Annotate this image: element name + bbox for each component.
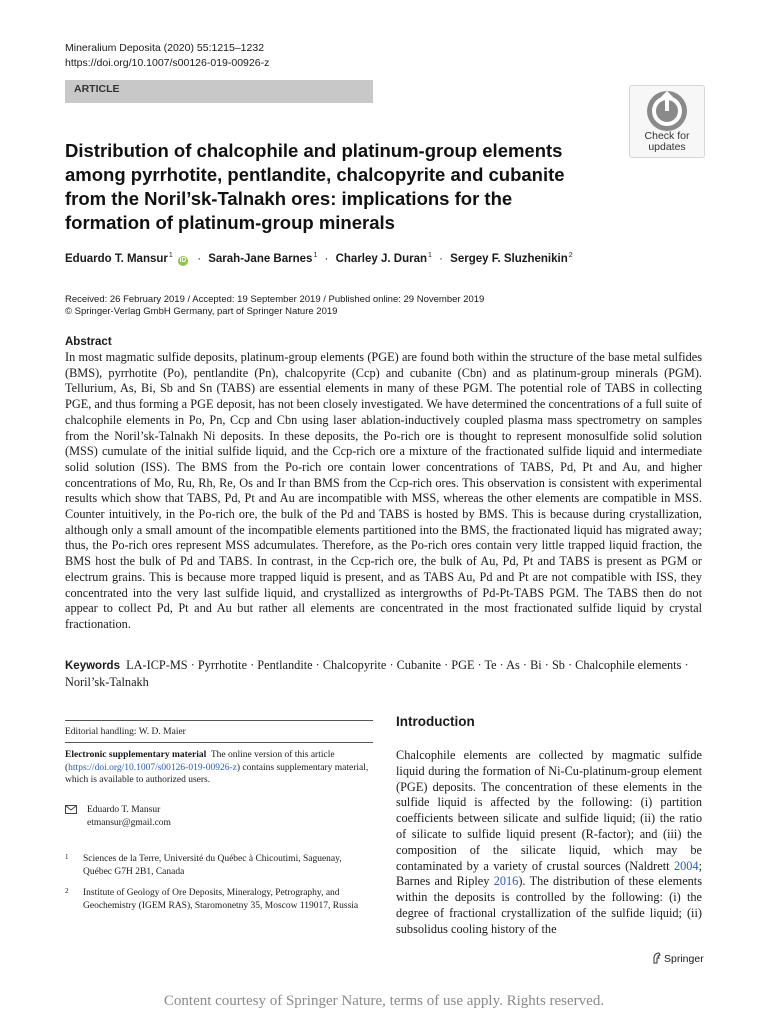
separator: · xyxy=(197,252,202,265)
affiliation-text: Sciences de la Terre, Université du Québec à Chicoutimi, Saguenay, Québec G7H 2B1, Canada xyxy=(83,854,342,877)
author-name[interactable]: Sergey F. Sluzhenikin xyxy=(450,252,568,265)
author-affiliation: 1 xyxy=(428,252,432,259)
author-name[interactable]: Eduardo T. Mansur xyxy=(65,252,168,265)
publisher-name: Springer xyxy=(664,953,704,965)
section-heading-introduction: Introduction xyxy=(396,714,475,729)
citation-link[interactable]: 2004 xyxy=(673,858,699,873)
affiliation-text: Institute of Geology of Ore Deposits, Mineralogy, Petrography, and Geochemistry (IGEM RAS), Staromonetny 35, Moscow 119017, Russia xyxy=(83,888,359,911)
footnote-divider xyxy=(65,720,373,721)
keywords-label: Keywords xyxy=(65,660,120,672)
citation-link[interactable]: 2016 xyxy=(493,874,519,889)
abstract-text: In most magmatic sulfide deposits, platinum-group elements (PGE) are found both within the structure of the base metal sulfides (BMS), pyrrhotite (Po), pentlandite (Pn), chalcopyrite (Ccp) and cubanite (Cbn) and as platinum-group minerals (PGM). Tellurium, As, Bi, Sb and Sn (TABS) are essential elements in many of these PGM. The potential role of TABS in collecting PGE, and thus forming a PGE deposit, has not been closely investigated. We have determined the concentrations of a full suite of chalcophile elements in Po, Pn, Ccp and Cbn using laser ablation-inductively coupled plasma mass spectrometry on samples from the Noril’sk-Talnakh Ni deposits. In these deposits, the Po-rich ore is thought to represent monosulfide solid solution (MSS) cumulate of the initial sulfide liquid, and the Ccp-rich ore a mixture of the fractionated sulfide liquid and intermediate solid solution (ISS). The BMS from the Po-rich ore contain lower concentrations of TABS, Pd, Pt and Au, and higher concentrations of Mo, Ru, Rh, Re, Os and Ir than BMS from the Ccp-rich ores. This observation is consistent with experimental results which show that TABS, Pd, Pt and Au are incompatible with MSS, whereas the other elements are compatible in MSS. Counter intuitively, in the Po-rich ore, the bulk of the Pd and TABS is hosted by BMS. This is because during crystallization, although only a small amount of the incompatible elements partitioned into the BMS, the fractionated liquid has migrated away; thus, the Po-rich ores represent MSS adcumulates. Therefore, as the Po-rich ores contain very little trapped liquid fraction, the BMS host the bulk of Pd and TABS. In contrast, in the Ccp-rich ore, the bulk of Au, Pd, Pt and TABS is present as PGM or electrum grains. This is because more trapped liquid is present, and as TABS Au, Pd and Pt are not compatible with ISS, they concentrated into the very last sulfide liquid, and crystallized as intergrowths of Pd-Pt-TABS PGM. The TABS then do not appear to collect Pd, Pt and Au but rather all elements are concentrated in the most fractionated sulfide liquid by crystal fractionation. xyxy=(65,350,702,631)
contact-email[interactable]: etmansur@gmail.com xyxy=(87,818,171,828)
author-affiliation: 1 xyxy=(168,252,173,259)
supplementary-note xyxy=(65,749,373,787)
intro-text: ). The distribution of these elements within the deposits is controlled by the following: (i) the degree of fractional crystallization of the sulfide liquid; (ii) subsolidus cooling history of the xyxy=(396,874,702,936)
copyright-icon: © xyxy=(65,306,75,317)
footnote-divider xyxy=(65,742,373,743)
check-updates-line1: Check for xyxy=(644,130,690,142)
springer-horse-icon xyxy=(651,952,662,964)
esm-text: ) contains supplementary material, which is available to authorized users. xyxy=(65,762,369,785)
springer-logo xyxy=(651,952,704,965)
check-for-updates-icon xyxy=(645,89,689,133)
check-for-updates-button[interactable] xyxy=(629,85,705,158)
introduction-text xyxy=(396,748,702,938)
separator: · xyxy=(324,252,329,265)
journal-citation: Mineralium Deposita (2020) 55:1215–1232 xyxy=(65,42,265,54)
author-name[interactable]: Sarah-Jane Barnes xyxy=(208,252,313,265)
keywords-list: LA-ICP-MS · Pyrrhotite · Pentlandite · Chalcopyrite · Cubanite · PGE · Te · As · Bi · Sb · Chalcophile elements · Noril’sk-Talnakh xyxy=(65,658,689,689)
copyright-line xyxy=(65,306,484,318)
courtesy-notice: Content courtesy of Springer Nature, terms of use apply. Rights reserved. xyxy=(163,993,605,1009)
editorial-handling: Editorial handling: W. D. Maier xyxy=(65,727,186,737)
dates-line: Received: 26 February 2019 / Accepted: 19 September 2019 / Published online: 29 November 2019 xyxy=(65,294,485,305)
esm-link[interactable]: https://doi.org/10.1007/s00126-019-00926-z xyxy=(68,762,237,773)
affiliation-number: 2 xyxy=(65,887,69,895)
paper-title: Distribution of chalcophile and platinum-group elements among pyrrhotite, pentlandite, chalcopyrite and cubanite from the Noril’sk-Talnakh ores: implications for the formation of platinum-group minerals xyxy=(65,140,565,233)
article-doi-link[interactable]: https://doi.org/10.1007/s00126-019-00926-z xyxy=(65,57,270,69)
author-affiliation: 1 xyxy=(313,252,318,259)
copyright-text: Springer-Verlag GmbH Germany, part of Springer Nature 2019 xyxy=(74,306,338,317)
publication-dates xyxy=(65,294,484,318)
envelope-icon xyxy=(65,805,77,814)
abstract-heading: Abstract xyxy=(65,336,112,348)
affiliation-number: 1 xyxy=(65,853,69,861)
article-type-label: ARTICLE xyxy=(74,83,120,95)
intro-text: Chalcophile elements are collected by magmatic sulfide liquid during the formation of Ni-Cu-platinum-group element (PGE) deposits. The concentration of these elements in the sulfide liquid is affected by the following: (i) partition coefficients between silicate and sulfide liquid; (ii) the ratio of silicate to sulfide liquid present (R-factor); and (iii) the composition of the silicate liquid, which may be contaminated by a variety of crustal sources (Naldrett xyxy=(396,748,702,873)
intro-text: ; Barnes and Ripley xyxy=(396,858,702,889)
check-updates-line2: updates xyxy=(648,141,686,153)
author-list xyxy=(65,252,573,266)
esm-label: Electronic supplementary material xyxy=(65,750,207,760)
journal-header xyxy=(65,41,269,71)
esm-text: The online version of this article ( xyxy=(65,750,335,773)
author-affiliation: 2 xyxy=(568,252,573,259)
keywords xyxy=(65,658,702,690)
article-type-band xyxy=(65,80,373,103)
orcid-icon[interactable]: iD xyxy=(179,256,187,264)
author-name[interactable]: Charley J. Duran xyxy=(335,252,427,265)
contact-name: Eduardo T. Mansur xyxy=(87,805,161,815)
separator: · xyxy=(439,252,443,265)
